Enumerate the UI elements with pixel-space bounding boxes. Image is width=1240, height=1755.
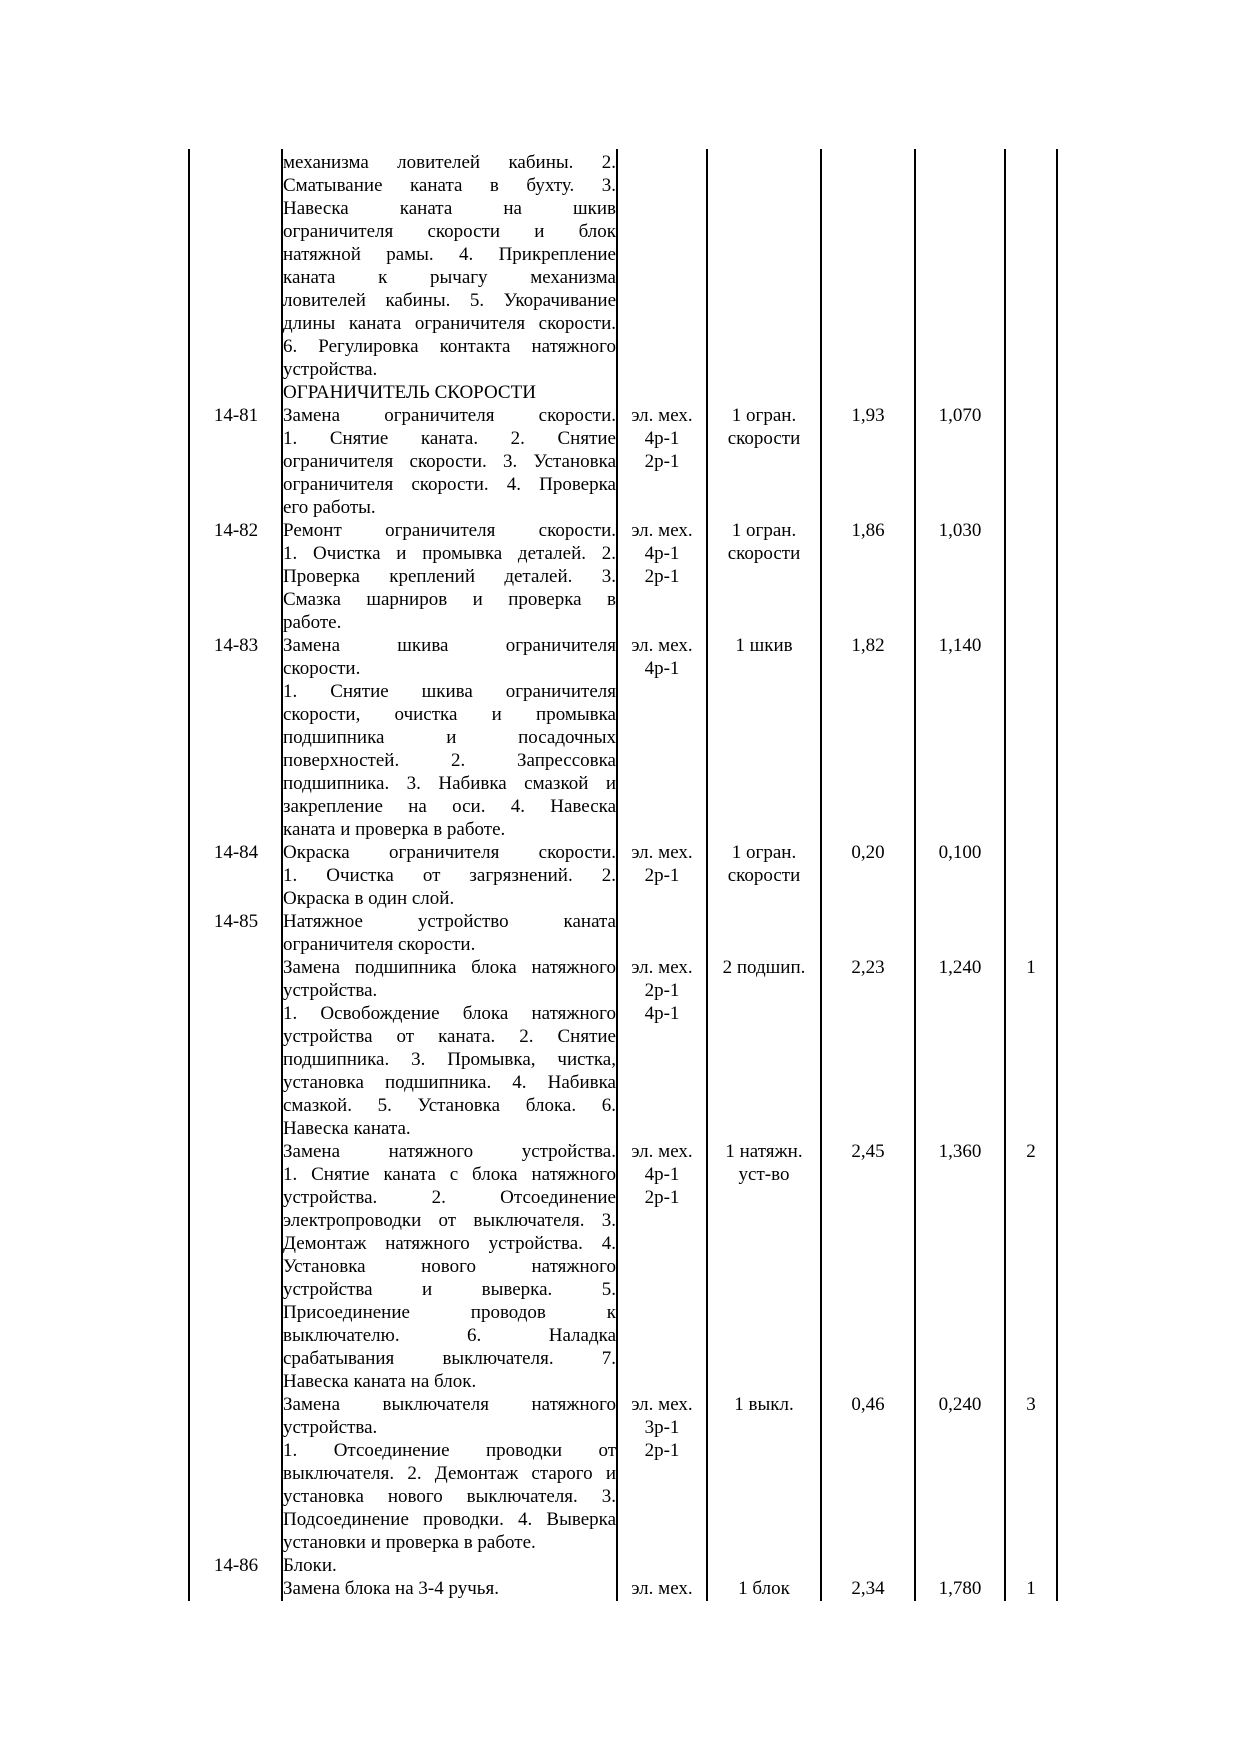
crew-line: эл. мех. — [631, 1578, 693, 1599]
crew-line: 4р-1 — [644, 658, 680, 679]
description-line: длины каната ограничителя скорости. — [283, 313, 616, 334]
table-row — [0, 841, 1240, 910]
crew-composition — [618, 1577, 706, 1600]
unit-line: скорости — [727, 428, 801, 449]
item-number: 14-81 — [213, 405, 259, 426]
description-line: Навеска каната на блок. — [283, 1371, 477, 1392]
crew-composition — [618, 956, 706, 1025]
unit-line: скорости — [727, 543, 801, 564]
description-line: Замена натяжного устройства. — [283, 1141, 616, 1162]
description-line: Замена ограничителя скорости. — [283, 405, 616, 426]
crew-line: 4р-1 — [644, 1164, 680, 1185]
description-line: установка нового выключателя. 3. — [283, 1486, 616, 1507]
measurement-unit — [708, 1577, 820, 1600]
work-description — [283, 634, 616, 841]
description-line: работе. — [283, 612, 342, 633]
work-description — [283, 910, 616, 956]
description-line: устройства. 2. Отсоединение — [283, 1187, 616, 1208]
crew-line: эл. мех. — [631, 635, 693, 656]
description-line: устройства. — [283, 980, 378, 1001]
unit-line: 1 огран. — [731, 405, 797, 426]
measurement-unit — [708, 1393, 820, 1416]
description-line: устройства. — [283, 1417, 378, 1438]
description-line: 6. Регулировка контакта натяжного — [283, 336, 616, 357]
crew-composition — [618, 519, 706, 588]
description-line: ограничителя скорости и блок — [283, 221, 616, 242]
description-line: установки и проверка в работе. — [283, 1532, 536, 1553]
unit-line: 1 выкл. — [734, 1394, 794, 1415]
description-line: подшипника. 3. Набивка смазкой и — [283, 773, 616, 794]
rate-value: 0,100 — [938, 842, 982, 863]
description-line: Замена шкива ограничителя — [283, 635, 616, 656]
time-norm: 2,34 — [851, 1578, 885, 1599]
description-line: скорости, очистка и промывка — [283, 704, 616, 725]
description-line: Натяжное устройство каната — [283, 911, 616, 932]
unit-line: 1 шкив — [735, 635, 793, 656]
work-description — [283, 1554, 616, 1577]
rate-value: 1,070 — [938, 405, 982, 426]
description-line: ловителей кабины. 5. Укорачивание — [283, 290, 616, 311]
description-line: Присоединение проводов к — [283, 1302, 616, 1323]
unit-line: скорости — [727, 865, 801, 886]
table-row — [0, 381, 1240, 404]
description-line: подшипника и посадочных — [283, 727, 616, 748]
work-description — [283, 381, 616, 404]
table-row — [0, 956, 1240, 1140]
crew-line: эл. мех. — [631, 1141, 693, 1162]
unit-line: 1 огран. — [731, 520, 797, 541]
crew-line: 4р-1 — [644, 428, 680, 449]
measurement-unit — [708, 404, 820, 450]
description-line: Блоки. — [283, 1555, 337, 1576]
description-line: 1. Снятие каната. 2. Снятие — [283, 428, 616, 449]
crew-line: 2р-1 — [644, 1187, 680, 1208]
measurement-unit — [708, 841, 820, 887]
crew-composition — [618, 841, 706, 887]
crew-line: 3р-1 — [644, 1417, 680, 1438]
unit-line: 1 огран. — [731, 842, 797, 863]
crew-line: эл. мех. — [631, 405, 693, 426]
description-line: 1. Снятие каната с блока натяжного — [283, 1164, 616, 1185]
description-line: подшипника. 3. Промывка, чистка, — [283, 1049, 616, 1070]
description-line: устройства и выверка. 5. — [283, 1279, 616, 1300]
description-line: Установка нового натяжного — [283, 1256, 616, 1277]
crew-composition — [618, 404, 706, 473]
reference-index: 1 — [1026, 1578, 1036, 1599]
work-description — [283, 1140, 616, 1393]
unit-line: уст-во — [738, 1164, 790, 1185]
table-row — [0, 1393, 1240, 1554]
crew-line: 4р-1 — [644, 543, 680, 564]
description-line: Демонтаж натяжного устройства. 4. — [283, 1233, 616, 1254]
time-norm: 1,93 — [851, 405, 885, 426]
description-line: 1. Очистка от загрязнений. 2. — [283, 865, 616, 886]
table-row — [0, 910, 1240, 956]
description-line: его работы. — [283, 497, 376, 518]
work-description — [283, 404, 616, 519]
time-norm: 1,86 — [851, 520, 885, 541]
table-row — [0, 1140, 1240, 1393]
description-line: Проверка креплений деталей. 3. — [283, 566, 616, 587]
unit-line: 2 подшип. — [722, 957, 806, 978]
table-row — [0, 519, 1240, 634]
time-norm: 2,45 — [851, 1141, 885, 1162]
description-line: Замена подшипника блока натяжного — [283, 957, 616, 978]
measurement-unit — [708, 519, 820, 565]
rate-value: 1,780 — [938, 1578, 982, 1599]
description-line: натяжной рамы. 4. Прикрепление — [283, 244, 616, 265]
description-line: Окраска ограничителя скорости. — [283, 842, 616, 863]
item-number: 14-83 — [213, 635, 259, 656]
crew-line: 2р-1 — [644, 566, 680, 587]
crew-line: эл. мех. — [631, 520, 693, 541]
description-line: электропроводки от выключателя. 3. — [283, 1210, 616, 1231]
table-row — [0, 151, 1240, 381]
description-line: Навеска каната на шкив — [283, 198, 616, 219]
rate-value: 1,360 — [938, 1141, 982, 1162]
description-line: 1. Отсоединение проводки от — [283, 1440, 616, 1461]
description-line: ограничителя скорости. 3. Установка — [283, 451, 616, 472]
description-line: Сматывание каната в бухту. 3. — [283, 175, 616, 196]
work-description — [283, 151, 616, 381]
description-line: 1. Снятие шкива ограничителя — [283, 681, 616, 702]
measurement-unit — [708, 956, 820, 979]
table-row — [0, 1577, 1240, 1600]
table-row — [0, 634, 1240, 841]
description-line: ограничителя скорости. — [283, 934, 476, 955]
unit-line: 1 блок — [738, 1578, 790, 1599]
time-norm: 0,20 — [851, 842, 885, 863]
description-line: Ремонт ограничителя скорости. — [283, 520, 616, 541]
description-line: Смазка шарниров и проверка в — [283, 589, 616, 610]
description-line: ограничителя скорости. 4. Проверка — [283, 474, 616, 495]
description-line: 1. Освобождение блока натяжного — [283, 1003, 616, 1024]
description-line: срабатывания выключателя. 7. — [283, 1348, 616, 1369]
work-description — [283, 519, 616, 634]
rate-value: 1,240 — [938, 957, 982, 978]
crew-line: 2р-1 — [644, 451, 680, 472]
description-line: закрепление на оси. 4. Навеска — [283, 796, 616, 817]
description-line: 1. Очистка и промывка деталей. 2. — [283, 543, 616, 564]
work-description — [283, 1577, 616, 1600]
description-line: каната и проверка в работе. — [283, 819, 506, 840]
time-norm: 1,82 — [851, 635, 885, 656]
crew-line: эл. мех. — [631, 842, 693, 863]
item-number: 14-85 — [213, 911, 259, 932]
measurement-unit — [708, 634, 820, 657]
rate-value: 1,030 — [938, 520, 982, 541]
description-line: устройства от каната. 2. Снятие — [283, 1026, 616, 1047]
description-line: Замена блока на 3-4 ручья. — [283, 1578, 499, 1599]
description-line: выключателю. 6. Наладка — [283, 1325, 616, 1346]
crew-line: эл. мех. — [631, 957, 693, 978]
crew-composition — [618, 1140, 706, 1209]
description-line: Окраска в один слой. — [283, 888, 455, 909]
crew-line: 2р-1 — [644, 865, 680, 886]
work-description — [283, 956, 616, 1140]
table-row — [0, 404, 1240, 519]
crew-line: 2р-1 — [644, 980, 680, 1001]
item-number: 14-84 — [213, 842, 259, 863]
crew-composition — [618, 1393, 706, 1462]
item-number: 14-82 — [213, 520, 259, 541]
description-line: механизма ловителей кабины. 2. — [283, 152, 616, 173]
work-description — [283, 1393, 616, 1554]
crew-composition — [618, 634, 706, 680]
time-norm: 0,46 — [851, 1394, 885, 1415]
measurement-unit — [708, 1140, 820, 1186]
table-row — [0, 1554, 1240, 1577]
work-description — [283, 841, 616, 910]
rate-value: 0,240 — [938, 1394, 982, 1415]
time-norm: 2,23 — [851, 957, 885, 978]
description-line: Навеска каната. — [283, 1118, 411, 1139]
reference-index: 2 — [1026, 1141, 1036, 1162]
description-line: устройства. — [283, 359, 378, 380]
crew-line: эл. мех. — [631, 1394, 693, 1415]
description-line: Замена выключателя натяжного — [283, 1394, 616, 1415]
crew-line: 2р-1 — [644, 1440, 680, 1461]
description-line: скорости. — [283, 658, 361, 679]
description-line: поверхностей. 2. Запрессовка — [283, 750, 616, 771]
description-line: Подсоединение проводки. 4. Выверка — [283, 1509, 616, 1530]
reference-index: 1 — [1026, 957, 1036, 978]
description-line: ОГРАНИЧИТЕЛЬ СКОРОСТИ — [283, 382, 536, 403]
reference-index: 3 — [1026, 1394, 1036, 1415]
item-number: 14-86 — [213, 1555, 259, 1576]
description-line: установка подшипника. 4. Набивка — [283, 1072, 616, 1093]
unit-line: 1 натяжн. — [725, 1141, 803, 1162]
description-line: выключателя. 2. Демонтаж старого и — [283, 1463, 616, 1484]
rate-value: 1,140 — [938, 635, 982, 656]
description-line: смазкой. 5. Установка блока. 6. — [283, 1095, 616, 1116]
description-line: каната к рычагу механизма — [283, 267, 616, 288]
crew-line: 4р-1 — [644, 1003, 680, 1024]
